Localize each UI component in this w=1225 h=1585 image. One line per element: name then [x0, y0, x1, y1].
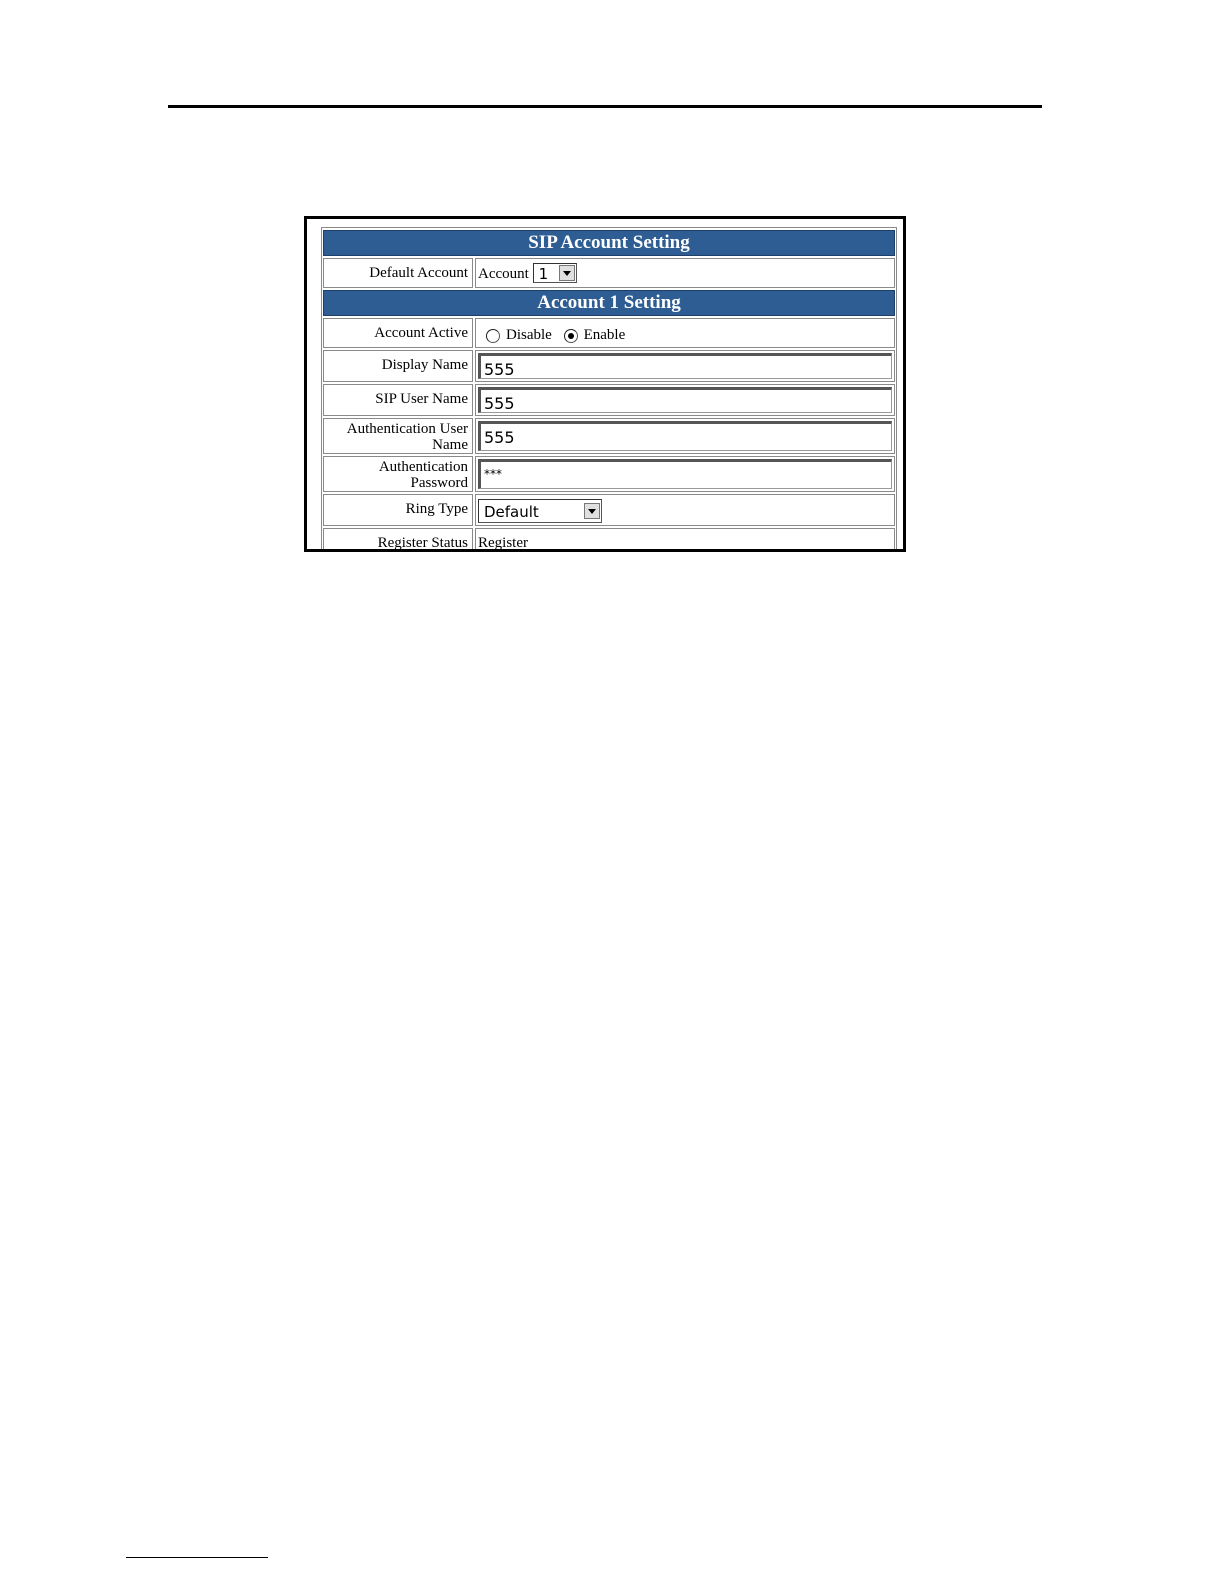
sip-user-name-label: SIP User Name — [323, 384, 473, 416]
ring-type-select[interactable] — [478, 499, 602, 523]
auth-user-name-label-line1: Authentication User — [346, 421, 468, 437]
sip-user-name-row — [323, 384, 895, 416]
auth-password-label — [323, 456, 473, 492]
ring-type-label: Ring Type — [323, 494, 473, 526]
sip-settings-table — [321, 227, 897, 552]
radio-disable-label[interactable]: Disable — [506, 327, 552, 343]
account-active-cell — [475, 318, 895, 348]
default-account-prefix: Account — [478, 265, 529, 282]
auth-password-label-line1: Authentication — [378, 459, 468, 475]
auth-password-label-line2: Password — [410, 475, 468, 491]
account-1-setting-header: Account 1 Setting — [323, 290, 895, 316]
sip-user-name-input[interactable]: 555 — [478, 387, 892, 413]
auth-password-row — [323, 456, 895, 492]
radio-enable-label[interactable]: Enable — [583, 327, 626, 343]
screenshot-frame — [304, 216, 906, 552]
sip-user-name-cell — [475, 384, 895, 416]
account-active-label: Account Active — [323, 318, 473, 348]
auth-user-name-input[interactable]: 555 — [478, 421, 892, 451]
ring-type-select-value: Default — [484, 503, 539, 521]
auth-user-name-label-line2: Name — [432, 437, 468, 453]
display-name-row — [323, 350, 895, 382]
register-status-label: Register Status — [323, 528, 473, 552]
auth-user-name-cell — [475, 418, 895, 454]
sip-account-setting-header: SIP Account Setting — [323, 230, 895, 256]
display-name-cell — [475, 350, 895, 382]
footnote-rule — [126, 1557, 268, 1558]
default-account-cell — [475, 258, 895, 288]
auth-password-input[interactable]: *** — [478, 459, 892, 489]
display-name-input[interactable]: 555 — [478, 353, 892, 379]
register-status-row — [323, 528, 895, 552]
display-name-label: Display Name — [323, 350, 473, 382]
register-status-cell — [475, 528, 895, 552]
ring-type-cell — [475, 494, 895, 526]
register-status-value: Register — [478, 535, 528, 551]
default-account-select-value: 1 — [538, 265, 549, 283]
chevron-down-icon — [584, 503, 600, 519]
auth-user-name-row — [323, 418, 895, 454]
page-top-rule — [168, 105, 1042, 108]
auth-password-cell — [475, 456, 895, 492]
default-account-row — [323, 258, 895, 288]
default-account-label: Default Account — [323, 258, 473, 288]
radio-disable[interactable] — [486, 329, 500, 343]
radio-enable[interactable] — [564, 329, 578, 343]
default-account-select[interactable] — [533, 263, 577, 283]
account-active-row — [323, 318, 895, 348]
chevron-down-icon — [559, 265, 575, 281]
auth-user-name-label — [323, 418, 473, 454]
ring-type-row — [323, 494, 895, 526]
